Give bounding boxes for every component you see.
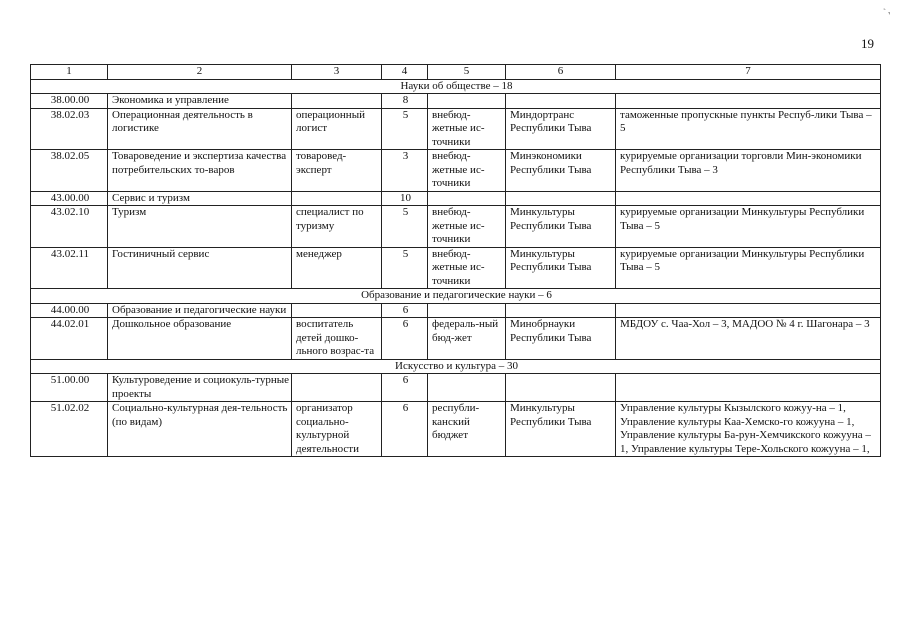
cell-count: 5 [382,247,428,289]
cell-code: 51.00.00 [31,374,108,402]
cell-funding: внебюд-жетные ис-точники [428,206,506,248]
cell-name: Социально-культурная дея-тельность (по видам) [108,402,292,457]
cell-name: Товароведение и экспертиза качества потребительских то-варов [108,150,292,192]
cell-name: Образование и педагогические науки [108,303,292,318]
cell-funding: внебюд-жетные ис-точники [428,247,506,289]
column-header: 5 [428,65,506,80]
column-header: 7 [616,65,881,80]
cell-qualification: товаровед-эксперт [292,150,382,192]
specialties-table [30,64,881,457]
cell-funding: федераль-ный бюд-жет [428,318,506,360]
cell-funding [428,303,506,318]
cell-code: 38.00.00 [31,94,108,109]
page-number: 19 [861,36,874,51]
table-row [31,206,881,248]
cell-qualification: организатор социально-культурной деятельности [292,402,382,457]
cell-customer [506,94,616,109]
cell-funding [428,374,506,402]
cell-funding [428,94,506,109]
group-row [31,94,881,109]
cell-code: 51.02.02 [31,402,108,457]
cell-code: 43.02.10 [31,206,108,248]
cell-employers: таможенные пропускные пункты Респуб-лики Тыва – 5 [616,108,881,150]
table-row [31,150,881,192]
table-row [31,108,881,150]
cell-code: 44.00.00 [31,303,108,318]
cell-qualification: воспитатель детей дошко-льного возрас-та [292,318,382,360]
cell-customer [506,303,616,318]
column-header: 1 [31,65,108,80]
cell-employers: курируемые организации Минкультуры Республики Тыва – 5 [616,206,881,248]
scan-artifact-mark: `, [882,5,892,17]
cell-employers: МБДОУ с. Чаа-Хол – 3, МАДОО № 4 г. Шагонара – 3 [616,318,881,360]
table-row [31,318,881,360]
table-body [31,79,881,457]
cell-qualification [292,303,382,318]
cell-employers: Управление культуры Кызылского кожуу-на – 1, Управление культуры Каа-Хемско-го кожууна – 1, Управление культуры Ба-рун-Хемчикского кожууна – 1, Управление культуры Тере-Хольского кожууна – 1, [616,402,881,457]
cell-qualification [292,191,382,206]
cell-qualification: специалист по туризму [292,206,382,248]
section-title: Искусство и культура – 30 [31,359,881,374]
cell-customer [506,374,616,402]
cell-employers [616,374,881,402]
cell-count: 3 [382,150,428,192]
cell-employers [616,191,881,206]
cell-funding: республи-канский бюджет [428,402,506,457]
cell-funding: внебюд-жетные ис-точники [428,150,506,192]
group-row [31,303,881,318]
cell-code: 38.02.05 [31,150,108,192]
cell-qualification [292,374,382,402]
column-header: 4 [382,65,428,80]
group-row [31,374,881,402]
cell-count: 6 [382,374,428,402]
cell-code: 44.02.01 [31,318,108,360]
cell-qualification: операционный логист [292,108,382,150]
cell-count: 6 [382,303,428,318]
column-header: 3 [292,65,382,80]
section-header-row [31,359,881,374]
table-row [31,402,881,457]
cell-customer: Минэкономики Республики Тыва [506,150,616,192]
column-header: 2 [108,65,292,80]
cell-count: 6 [382,318,428,360]
cell-qualification: менеджер [292,247,382,289]
cell-name: Операционная деятельность в логистике [108,108,292,150]
cell-name: Экономика и управление [108,94,292,109]
cell-name: Культуроведение и социокуль-турные проекты [108,374,292,402]
cell-name: Сервис и туризм [108,191,292,206]
cell-name: Гостиничный сервис [108,247,292,289]
cell-customer: Минкультуры Республики Тыва [506,402,616,457]
group-row [31,191,881,206]
cell-employers [616,303,881,318]
section-header-row [31,289,881,304]
cell-count: 6 [382,402,428,457]
section-header-row [31,79,881,94]
table-row [31,247,881,289]
section-title: Науки об обществе – 18 [31,79,881,94]
cell-customer: Миндортранс Республики Тыва [506,108,616,150]
cell-employers [616,94,881,109]
cell-count: 5 [382,108,428,150]
section-title: Образование и педагогические науки – 6 [31,289,881,304]
cell-employers: курируемые организации Минкультуры Республики Тыва – 5 [616,247,881,289]
cell-customer [506,191,616,206]
cell-employers: курируемые организации торговли Мин-экономики Республики Тыва – 3 [616,150,881,192]
cell-code: 43.00.00 [31,191,108,206]
cell-count: 10 [382,191,428,206]
cell-count: 8 [382,94,428,109]
cell-code: 38.02.03 [31,108,108,150]
header-row [31,65,881,80]
cell-name: Туризм [108,206,292,248]
cell-funding: внебюд-жетные ис-точники [428,108,506,150]
cell-customer: Минкультуры Республики Тыва [506,247,616,289]
cell-name: Дошкольное образование [108,318,292,360]
cell-customer: Минобрнауки Республики Тыва [506,318,616,360]
cell-funding [428,191,506,206]
column-header: 6 [506,65,616,80]
cell-customer: Минкультуры Республики Тыва [506,206,616,248]
cell-count: 5 [382,206,428,248]
cell-qualification [292,94,382,109]
cell-code: 43.02.11 [31,247,108,289]
